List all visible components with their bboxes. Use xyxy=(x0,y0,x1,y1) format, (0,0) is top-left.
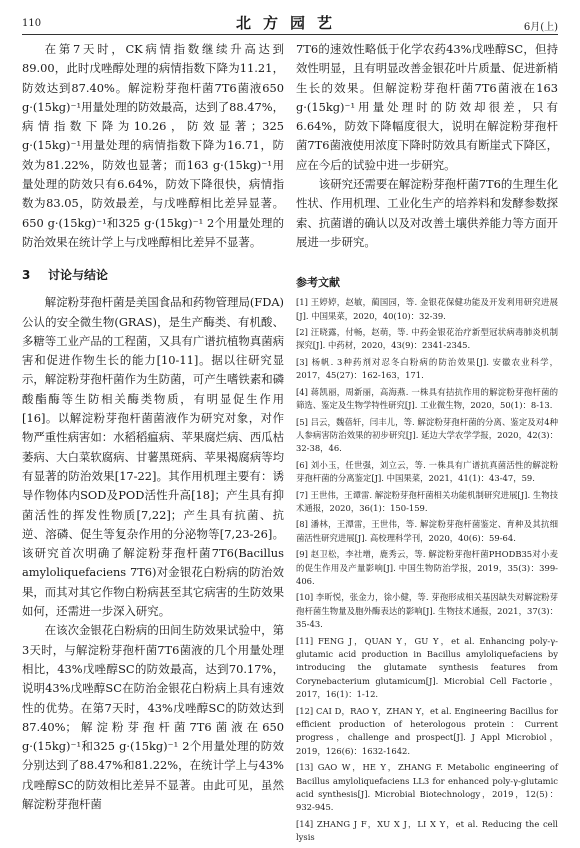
body-paragraph: 在第7天时，CK病情指数继续升高达到89.00，此时戊唑醇处理的病情指数下降为11.21，防效达到87.40%。解淀粉芽孢杆菌7T6菌液650 g·(15kg)⁻¹用量处理的防效最高，达到了88.47%，病情指数下降为10.26，防效显著；325 g·(15kg)⁻¹用量处理的病情指数下降为16.71，防效为81.22%，防效也显著；而163 g·(15kg)⁻¹用量处理的防效只有6.64%，防效下降很快，病情指数为83.05，防效最差，与戊唑醇相比差异显著。650 g·(15kg)⁻¹和325 g·(15kg)⁻¹ 2个用量处理的防治效果在统计学上与戊唑醇相比差异不显著。 xyxy=(22,42,284,249)
page-number: 110 xyxy=(22,18,42,29)
reference-item: [7] 王世伟，王谭雷. 解淀粉芽孢杆菌相关功能机制研究进展[J]. 生物技术通报，2020，36(1)：150-159. xyxy=(296,489,558,513)
body-paragraph: 该研究还需要在解淀粉芽孢杆菌7T6的生理生化性状、作用机理、工业化生产的培养料和发酵参数探索、抗菌谱的确认以及对改善土壤供养能力等方面开展进一步研究。 xyxy=(296,177,558,249)
body-paragraph: 在该次金银花白粉病的田间生防效果试验中，第3天时，与解淀粉芽孢杆菌7T6菌液的几个用量处理相比，43%戊唑醇SC的防效最高，达到70.17%，说明43%戊唑醇SC在防治金银花白粉病上具有速效性的优势。在第7天时，43%戊唑醇SC的防效达到87.40%；解淀粉芽孢杆菌7T6菌液在650 g·(15kg)⁻¹和325 g·(15kg)⁻¹ 2个用量处理的防效分别达到了88.47%和81.22%，在统计学上与43%戊唑醇SC的防效相比差异不显著。由此可见，虽然解淀粉芽孢杆菌 xyxy=(22,623,285,811)
left-column xyxy=(22,40,284,814)
reference-item: [3] 杨帆. 3种药剂对忍冬白粉病的防治效果[J]. 安徽农业科学，2017，45(27)：162-163，171. xyxy=(296,356,558,381)
reference-item: [9] 赵卫松，李社增，鹿秀云，等. 解淀粉芽孢杆菌PHODB35对小麦的促生作用及产量影响[J]. 中国生物防治学报，2019，35(3)：399-406. xyxy=(296,549,558,586)
journal-title: 北方园艺 xyxy=(235,14,344,32)
reference-item: [5] 吕云，魏蓓轩，闫丰儿，等. 解淀粉芽孢杆菌的分离、鉴定及对4种人参病害防治效果的初步研究[J]. 延边大学农学学报，2020，42(3)：32-38，46. xyxy=(296,416,558,454)
issue-date: 6月(上) xyxy=(523,22,558,33)
reference-item: [2] 汪晓露，付畅，赵萌，等. 中药金银花治疗新型冠状病毒肺炎机制探究[J]. 中药材，2020，43(9)：2341-2345. xyxy=(296,327,558,351)
section-title: 讨论与结论 xyxy=(48,268,109,283)
references-title: 参考文献 xyxy=(296,276,340,290)
body-paragraph: 7T6的速效性略低于化学农药43%戊唑醇SC，但持效性明显，且有明显改善金银花叶片质量、促进新梢生长的效果。但解淀粉芽孢杆菌7T6菌液在163 g·(15kg)⁻¹用量处理时的防效却很差，只有6.64%，防效下降幅度很大，说明在解淀粉芽孢杆菌7T6菌液使用浓度下降时防效具有断崖式下降区，应在今后的试验中进一步研究。 xyxy=(296,42,558,172)
section-number: 3 xyxy=(22,268,31,283)
page-header xyxy=(22,8,558,35)
reference-item: [8] 潘林，王潭雷，王世伟，等. 解淀粉芽孢杆菌鉴定、育种及其抗细菌活性研究进展[J]. 高校理科学刊，2020，40(6)：59-64. xyxy=(296,519,558,543)
reference-item: [11] FENG J，QUAN Y，GU Y，et al. Enhancing poly-γ-glutamic acid production in Bacillus amyloliquefaciens by introducing the glutamate synthesis features from Corynebacterium glutamicum[J]. Microbial Cell Factorie，2017，16(1)：1-12. xyxy=(296,635,558,700)
reference-list xyxy=(296,296,558,844)
reference-item: [4] 蒋凯丽，周新丽，高海燕. 一株具有拮抗作用的解淀粉芽孢杆菌的筛选、鉴定及生物学特性研究[J]. 工业微生物，2020，50(1)：8-13. xyxy=(296,386,558,411)
reference-item: [6] 刘小玉，任世强，刘立云，等. 一株具有广谱抗真菌活性的解淀粉芽孢杆菌的分离鉴定[J]. 中国果菜，2021，41(1)：43-47，59. xyxy=(296,459,558,484)
body-paragraph: 解淀粉芽孢杆菌是美国食品和药物管理局(FDA)公认的安全微生物(GRAS)，是生产酶类、有机酸、多糖等工业产品的工程菌，又具有广谱抗植物真菌病害和促进作物生长的能力[10-11]。据以往研究显示，解淀粉芽孢杆菌作为生防菌，可产生嗜铁素和磷酸酯酶等生防相关酶类物质，有明显促生作用[16]。以解淀粉芽孢杆菌菌液作为研究对象，对作物严重性病害如：水稻稻瘟病、苹果腐烂病、西瓜枯萎病、大白菜软腐病、甘薯黑斑病、苹果褐腐病等均有显著的防治效果[17-22]。其作用机理主要有：诱导作物体内SOD及POD活性升高[18]；产生具有抑菌活性的挥发性物质[7,22]；产生具有抗菌、抗逆、溶磷、促生等复杂作用的分泌物等[7,23-26]。该研究首次明确了解淀粉芽孢杆菌7T6(Bacillus amyloliquefaciens 7T6)对金银花白粉病的防治效果，而其对其它作物白粉病甚至其它病害的生防效果如何，还需进一步深入研究。 xyxy=(22,295,284,619)
reference-item: [12] CAI D，RAO Y，ZHAN Y，et al. Engineering Bacillus for efficient production of heterologous protein：Current progress，challenge and prospect[J]. J Appl Microbiol，2019，126(6)：1632-1642. xyxy=(296,705,558,756)
reference-item: [14] ZHANG J F，XU X J，LI X Y，et al. Reducing the cell lysis xyxy=(296,818,558,843)
section-heading xyxy=(22,266,284,283)
right-column xyxy=(296,40,558,848)
reference-item: [10] 李昕悦，张金力，徐小健，等. 芽孢形成相关基因缺失对解淀粉芽孢杆菌生物量及胞外酶表达的影响[J]. 生物技术通报，2021，37(3)：35-43. xyxy=(296,592,558,630)
reference-item: [1] 王婷婷，赵敏，蔺国园，等. 金银花保健功能及开发利用研究进展[J]. 中国果菜，2020，40(10)：32-39. xyxy=(296,297,558,321)
reference-item: [13] GAO W，HE Y，ZHANG F. Metabolic engineering of Bacillus amyloliquefaciens LL3 for enhanced poly-γ-glutamic acid synthesis[J]. Microbial Biotechnology，2019，12(5)：932-945. xyxy=(296,762,558,813)
